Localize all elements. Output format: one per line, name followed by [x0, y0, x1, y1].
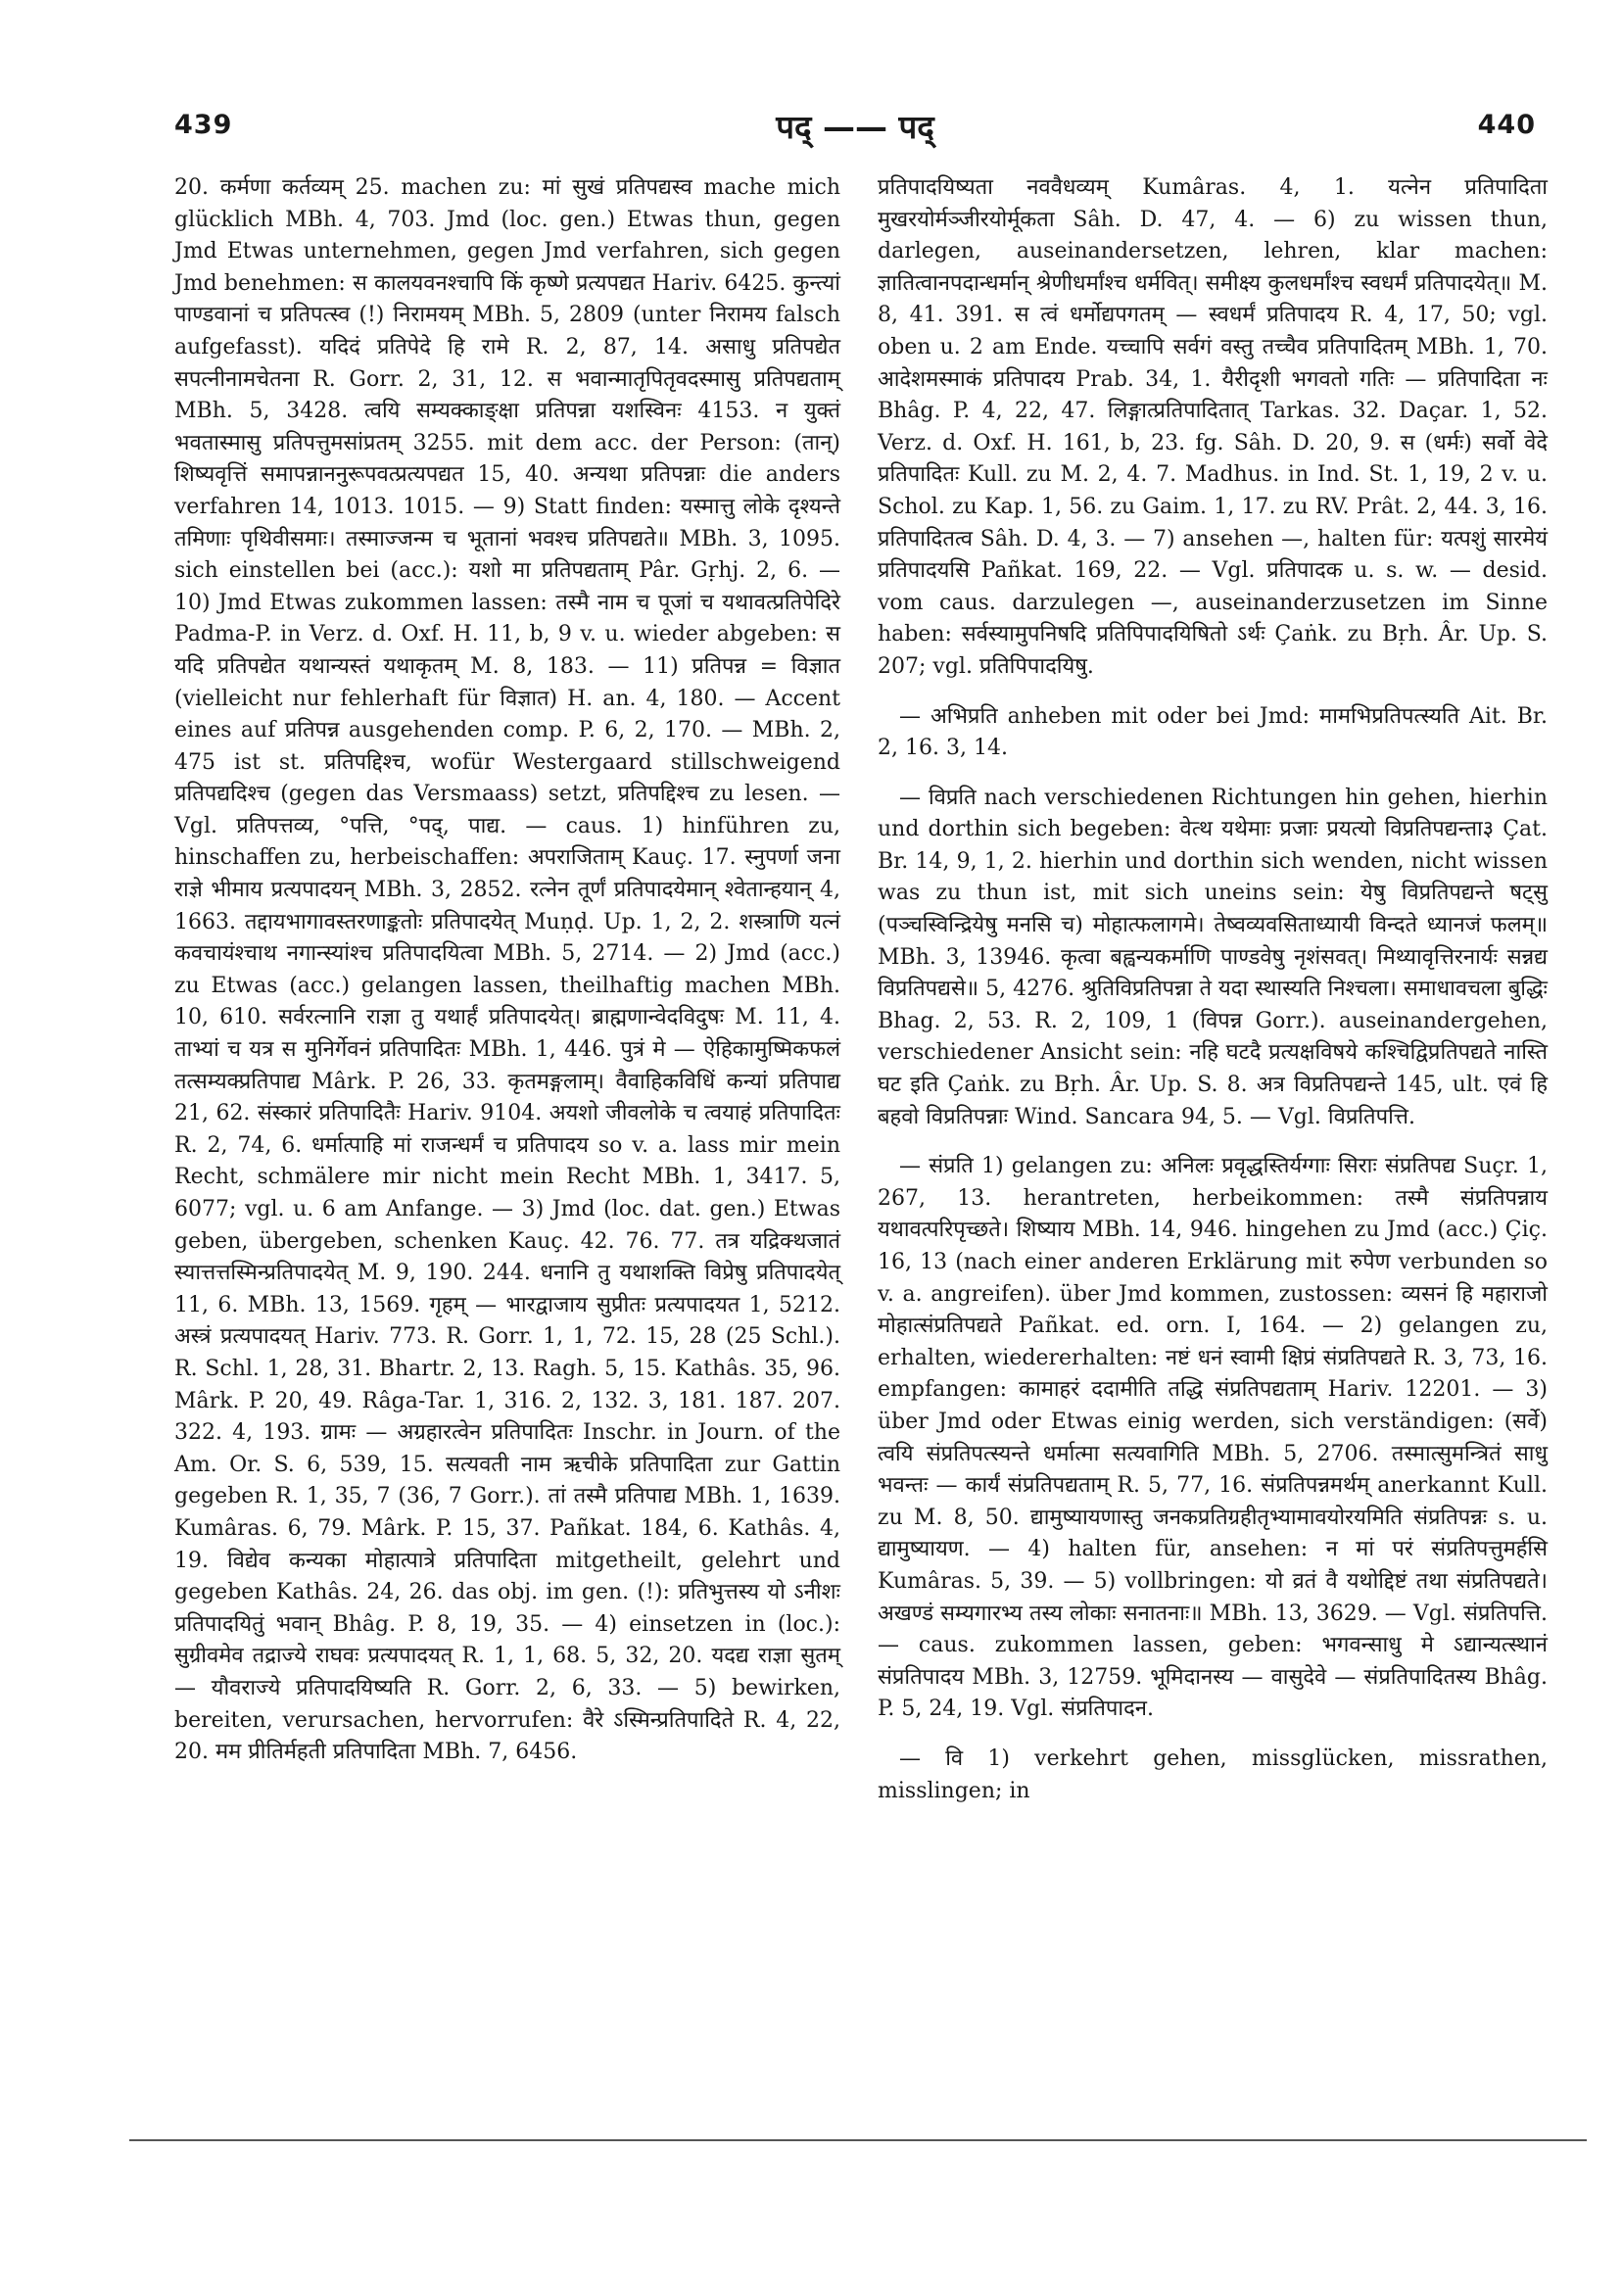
bottom-rule [129, 2139, 1587, 2141]
left-column [174, 172, 840, 1783]
entry-vi: — वि 1) verkehrt gehen, missglücken, missrathen, misslingen; in [878, 1746, 1548, 1803]
running-title: पद् —— पद् [776, 108, 934, 146]
page-header [174, 110, 1536, 153]
right-column [878, 172, 1548, 1821]
page-number-left: 439 [174, 110, 233, 140]
entry-viprati: — विप्रति nach verschiedenen Richtungen hin gehen, hierhin und dorthin sich begeben: वेत्थ यथेमाः प्रजाः प्रयत्यो विप्रतिपद्यन्ता३ Çat. Br. 14, 9, 1, 2. hierhin und dorthin sich wenden, nicht wissen was zu thun ist, mit sich uneins sein: येषु विप्रतिपद्यन्ते षट्सु (पञ्चस्विन्द्रियेषु मनसि च) मोहात्फलागमे। तेष्वव्यवसिताध्यायी विन्दते ध्यानजं फलम्॥ MBh. 3, 13946. कृत्वा बह्वन्यकर्माणि पाण्डवेषु नृशंसवत्। मिथ्यावृत्तिरनार्यः सन्नद्य विप्रतिपद्यसे॥ 5, 4276. श्रुतिविप्रतिपन्ना ते यदा स्थास्यति निश्चला। समाधावचला बुद्धिः Bhag. 2, 53. R. 2, 109, 1 (विपन्न Gorr.). auseinandergehen, verschiedener Ansicht sein: नहि घटदै प्रत्यक्षविषये कश्चिद्विप्रतिपद्यते नास्ति घट इति Çaṅk. zu Bṛh. Âr. Up. S. 8. अत्र विप्रतिपद्यन्ते 145, ult. एवं हि बहवो विप्रतिपन्नाः Wind. Sancara 94, 5. — Vgl. विप्रतिपत्ति. [878, 785, 1548, 1129]
entry-abhiprati: — अभिप्रति anheben mit oder bei Jmd: मामभिप्रतिपत्स्यति Ait. Br. 2, 16. 3, 14. [878, 703, 1548, 761]
page-number-right: 440 [1477, 110, 1536, 140]
right-column-paragraph: प्रतिपादयिष्यता नववैधव्यम् Kumâras. 4, 1. यत्नेन प्रतिपादिता मुखरयोर्मञ्जीरयोर्मूकता Sâh. D. 47, 4. — 6) zu wissen thun, darlegen, auseinandersetzen, lehren, klar machen: ज्ञातित्वानपदान्धर्मान् श्रेणीधर्मांश्च धर्मवित्। समीक्ष्य कुलधर्मांश्च स्वधर्मं प्रतिपादयेत्॥ M. 8, 41. 391. स त्वं धर्मोद्यपगतम् — स्वधर्मं प्रतिपादय R. 4, 17, 50; vgl. oben u. 2 am Ende. यच्चापि सर्वगं वस्तु तच्चैव प्रतिपादितम् MBh. 1, 70. आदेशमस्माकं प्रतिपादय Prab. 34, 1. यैरीदृशी भगवतो गतिः — प्रतिपादिता नः Bhâg. P. 4, 22, 47. लिङ्गात्प्रतिपादितात् Tarkas. 32. Daçar. 1, 52. Verz. d. Oxf. H. 161, b, 23. fg. Sâh. D. 20, 9. स (धर्मः) सर्वो वेदे प्रतिपादितः Kull. zu M. 2, 4. 7. Madhus. in Ind. St. 1, 19, 2 v. u. Schol. zu Kap. 1, 56. zu Gaim. 1, 17. zu RV. Prât. 2, 44. 3, 16. प्रतिपादितत्व Sâh. D. 4, 3. — 7) ansehen —, halten für: यत्पशुं सारमेयं प्रतिपादयसि Pañkat. 169, 22. — Vgl. प्रतिपादक u. s. w. — desid. vom caus. darzulegen —, auseinanderzusetzen im Sinne haben: सर्वस्यामुपनिषदि प्रतिपिपादयिषितो ऽर्थः Çaṅk. zu Bṛh. Âr. Up. S. 207; vgl. प्रतिपिपादयिषु. [878, 175, 1548, 679]
left-column-paragraph: 20. कर्मणा कर्तव्यम् 25. machen zu: मां सुखं प्रतिपद्यस्व mache mich glücklich MBh. 4, 703. Jmd (loc. gen.) Etwas thun, gegen Jmd Etwas unternehmen, gegen Jmd verfahren, sich gegen Jmd benehmen: स कालयवनश्चापि किं कृष्णे प्रत्यपद्यत Hariv. 6425. कुन्त्यां पाण्डवानां च प्रतिपत्स्व (!) निरामयम् MBh. 5, 2809 (unter निरामय falsch aufgefasst). यदिदं प्रतिपेदे हि रामे R. 2, 87, 14. असाधु प्रतिपद्येत सपत्नीनामचेतना R. Gorr. 2, 31, 12. स भवान्मातृपितृवदस्मासु प्रतिपद्यताम् MBh. 5, 3428. त्वयि सम्यक्काङ्क्षा प्रतिपन्ना यशस्विनः 4153. न युक्तं भवतास्मासु प्रतिपत्तुमसांप्रतम् 3255. mit dem acc. der Person: (तान्) शिष्यवृत्तिं समापन्नाननुरूपवत्प्रत्यपद्यत 15, 40. अन्यथा प्रतिपन्नाः die anders verfahren 14, 1013. 1015. — 9) Statt finden: यस्मात्तु लोके दृश्यन्ते तमिणाः पृथिवीसमाः। तस्माज्जन्म च भूतानां भवश्च प्रतिपद्यते॥ MBh. 3, 1095. sich einstellen bei (acc.): यशो मा प्रतिपद्यताम् Pâr. Gṛhj. 2, 6. — 10) Jmd Etwas zukommen lassen: तस्मै नाम च पूजां च यथावत्प्रतिपेदिरे Padma-P. in Verz. d. Oxf. H. 11, b, 9 v. u. wieder abgeben: स यदि प्रतिपद्येत यथान्यस्तं यथाकृतम् M. 8, 183. — 11) प्रतिपन्न = विज्ञात (vielleicht nur fehlerhaft für विज्ञात) H. an. 4, 180. — Accent eines auf प्रतिपन्न ausgehenden comp. P. 6, 2, 170. — MBh. 2, 475 ist st. प्रतिपद्दिश्च, wofür Westergaard stillschweigend प्रतिपद्यदिश्च (gegen das Versmaass) setzt, प्रतिपद्दिश्च zu lesen. — Vgl. प्रतिपत्तव्य, °पत्ति, °पद्, पाद्य. — caus. 1) hinführen zu, hinschaffen zu, herbeischaffen: अपराजिताम् Kauç. 17. स्नुपर्णा जना राज्ञे भीमाय प्रत्यपादयन् MBh. 3, 2852. रत्नेन तूर्णं प्रतिपादयेमान् श्वेतान्हयान् 4, 1663. तद्दायभागावस्तरणाङ्कतोः प्रतिपादयेत् Muṇḍ. Up. 1, 2, 2. शस्त्राणि यत्नं कवचायंश्चाथ नगान्स्यांश्च प्रतिपादयित्वा MBh. 5, 2714. — 2) Jmd (acc.) zu Etwas (acc.) gelangen lassen, theilhaftig machen MBh. 10, 610. सर्वरत्नानि राज्ञा तु यथार्हं प्रतिपादयेत्। ब्राह्मणान्वेदविदुषः M. 11, 4. ताभ्यां च यत्र स मुनिर्गेवनं प्रतिपादितः MBh. 1, 446. पुत्रं मे — ऐहिकामुष्मिकफलं तत्सम्यक्प्रतिपाद्य Mârk. P. 26, 33. कृतमङ्गलाम्। वैवाहिकविधिं कन्यां प्रतिपाद्य 21, 62. संस्कारं प्रतिपादितैः Hariv. 9104. अयशो जीवलोके च त्वयाहं प्रतिपादितः R. 2, 74, 6. धर्मात्पाहि मां राजन्धर्मं च प्रतिपादय so v. a. lass mir mein Recht, schmälere mir nicht mein Recht MBh. 1, 3417. 5, 6077; vgl. u. 6 am Anfange. — 3) Jmd (loc. dat. gen.) Etwas geben, übergeben, schenken Kauç. 42. 76. 77. तत्र यद्रिक्थजातं स्यात्तत्तस्मिन्प्रतिपादयेत् M. 9, 190. 244. धनानि तु यथाशक्ति विप्रेषु प्रतिपादयेत् 11, 6. MBh. 13, 1569. गृहम् — भारद्वाजाय सुप्रीतः प्रत्यपादयत 1, 5212. अस्त्रं प्रत्यपादयत् Hariv. 773. R. Gorr. 1, 1, 72. 15, 28 (25 Schl.). R. Schl. 1, 28, 31. Bhartr. 2, 13. Ragh. 5, 15. Kathâs. 35, 96. Mârk. P. 20, 49. Râga-Tar. 1, 316. 2, 132. 3, 181. 187. 207. 322. 4, 193. ग्रामः — अग्रहारत्वेन प्रतिपादितः Inschr. in Journ. of the Am. Or. S. 6, 539, 15. सत्यवती नाम ऋचीके प्रतिपादिता zur Gattin gegeben R. 1, 35, 7 (36, 7 Gorr.). तां तस्मै प्रतिपाद्य MBh. 1, 1639. Kumâras. 6, 79. Mârk. P. 15, 37. Pañkat. 184, 6. Kathâs. 4, 19. विद्येव कन्यका मोहात्पात्रे प्रतिपादिता mitgetheilt, gelehrt und gegeben Kathâs. 24, 26. das obj. im gen. (!): प्रतिभुत्तस्य यो ऽनीशः प्रतिपादयितुं भवान् Bhâg. P. 8, 19, 35. — 4) einsetzen in (loc.): सुग्रीवमेव तद्राज्ये राघवः प्रत्यपादयत् R. 1, 1, 68. 5, 32, 20. यदद्य राज्ञा सुतम् — यौवराज्ये प्रतिपादयिष्यति R. Gorr. 2, 6, 33. — 5) bewirken, bereiten, verursachen, hervorrufen: वैरे ऽस्मिन्प्रतिपादिते R. 4, 22, 20. मम प्रीतिर्महती प्रतिपादिता MBh. 7, 6456. [174, 175, 840, 1765]
entry-samprati: — संप्रति 1) gelangen zu: अनिलः प्रवृद्धस्तिर्यग्गाः सिराः संप्रतिपद्य Suçr. 1, 267, 13. herantreten, herbeikommen: तस्मै संप्रतिपन्नाय यथावत्परिपृच्छते। शिष्याय MBh. 14, 946. hingehen zu Jmd (acc.) Çiç. 16, 13 (nach einer anderen Erklärung mit रुपेण verbunden so v. a. angreifen). über Jmd kommen, zustossen: व्यसनं हि महाराजो मोहात्संप्रतिपद्यते Pañkat. ed. orn. I, 164. — 2) gelangen zu, erhalten, wiedererhalten: नष्टं धनं स्वामी क्षिप्रं संप्रतिपद्यते R. 3, 73, 16. empfangen: कामाहरं ददामीति तद्धि संप्रतिपद्यताम् Hariv. 12201. — 3) über Jmd oder Etwas einig werden, sich verständigen: (सर्वे) त्वयि संप्रतिपत्स्यन्ते धर्मात्मा सत्यवागिति MBh. 5, 2706. तस्मात्सुमन्त्रितं साधु भवन्तः — कार्यं संप्रतिपद्यताम् R. 5, 77, 16. संप्रतिपन्नमर्थम् anerkannt Kull. zu M. 8, 50. द्यामुष्यायणास्तु जनकप्रतिग्रहीतृभ्यामावयोरयमिति संप्रतिपन्नः s. u. द्यामुष्यायण. — 4) halten für, ansehen: न मां परं संप्रतिपत्तुमर्हसि Kumâras. 5, 39. — 5) vollbringen: यो व्रतं वै यथोद्दिष्टं तथा संप्रतिपद्यते। अखण्डं सम्यगारभ्य तस्य लोकाः सनातनाः॥ MBh. 13, 3629. — Vgl. संप्रतिपत्ति. — caus. zukommen lassen, geben: भगवन्साधु मे ऽद्यान्यत्स्थानं संप्रतिपादय MBh. 3, 12759. भूमिदानस्य — वासुदेवे — संप्रतिपादितस्य Bhâg. P. 5, 24, 19. Vgl. संप्रतिपादन. [878, 1154, 1548, 1722]
